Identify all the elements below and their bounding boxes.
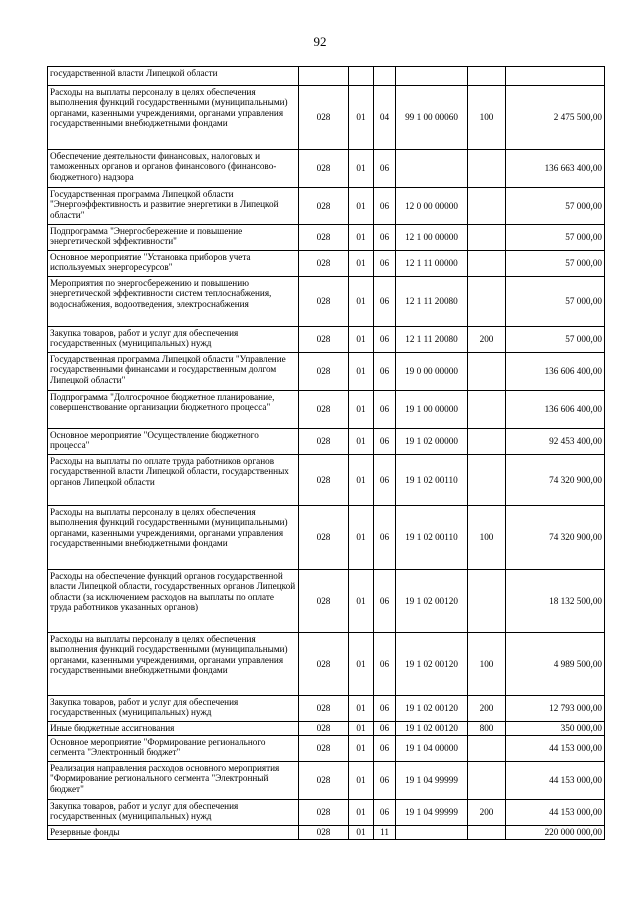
row-subsection-code: 04	[374, 86, 396, 150]
row-target-code: 99 1 00 00060	[396, 86, 468, 150]
row-subsection-code: 06	[374, 506, 396, 570]
row-ministry-code: 028	[299, 800, 349, 826]
row-target-code: 12 1 00 00000	[396, 225, 468, 251]
row-subsection-code: 06	[374, 353, 396, 391]
row-section-code: 01	[349, 762, 374, 800]
row-section-code: 01	[349, 722, 374, 736]
row-name: Расходы на выплаты персоналу в целях обеспечения выполнения функций государственными (муниципальными) органами, казенными учреждениями, органами управления государственными внебюджетными фондами	[48, 633, 299, 696]
row-expense-type	[468, 570, 506, 633]
row-ministry-code: 028	[299, 225, 349, 251]
row-target-code: 19 1 00 00000	[396, 391, 468, 429]
table-row	[48, 455, 605, 506]
row-name: Закупка товаров, работ и услуг для обеспечения государственных (муниципальных) нужд	[48, 800, 299, 826]
row-subsection-code: 06	[374, 570, 396, 633]
table-row	[48, 800, 605, 826]
row-amount: 57 000,00	[506, 251, 605, 277]
table-row	[48, 277, 605, 327]
row-section-code: 01	[349, 391, 374, 429]
row-subsection-code: 06	[374, 188, 396, 225]
row-expense-type	[468, 225, 506, 251]
table-row	[48, 353, 605, 391]
row-ministry-code: 028	[299, 429, 349, 455]
table-row	[48, 327, 605, 353]
row-section-code	[349, 67, 374, 86]
row-name: Закупка товаров, работ и услуг для обеспечения государственных (муниципальных) нужд	[48, 327, 299, 353]
row-amount: 136 606 400,00	[506, 353, 605, 391]
row-section-code: 01	[349, 277, 374, 327]
row-ministry-code: 028	[299, 391, 349, 429]
table-row	[48, 251, 605, 277]
row-subsection-code: 06	[374, 722, 396, 736]
row-ministry-code: 028	[299, 826, 349, 840]
row-target-code: 19 0 00 00000	[396, 353, 468, 391]
row-ministry-code: 028	[299, 327, 349, 353]
row-ministry-code: 028	[299, 353, 349, 391]
row-expense-type	[468, 251, 506, 277]
table-row	[48, 826, 605, 840]
row-section-code: 01	[349, 455, 374, 506]
row-name: государственной власти Липецкой области	[48, 67, 299, 86]
table-row	[48, 67, 605, 86]
table-row	[48, 86, 605, 150]
row-target-code: 19 1 02 00120	[396, 570, 468, 633]
row-amount: 136 606 400,00	[506, 391, 605, 429]
row-name: Подпрограмма "Долгосрочное бюджетное планирование, совершенствование организации бюджетного процесса"	[48, 391, 299, 429]
row-name: Основное мероприятие "Формирование регионального сегмента "Электронный бюджет"	[48, 736, 299, 762]
row-name: Государственная программа Липецкой области "Энергоэффективность и развитие энергетики в Липецкой области"	[48, 188, 299, 225]
row-target-code: 12 1 11 20080	[396, 327, 468, 353]
row-amount: 350 000,00	[506, 722, 605, 736]
row-section-code: 01	[349, 353, 374, 391]
row-name: Резервные фонды	[48, 826, 299, 840]
row-expense-type	[468, 353, 506, 391]
row-name: Расходы на выплаты персоналу в целях обеспечения выполнения функций государственными (муниципальными) органами, казенными учреждениями, органами управления государственными внебюджетными фондами	[48, 86, 299, 150]
table-row	[48, 722, 605, 736]
row-section-code: 01	[349, 251, 374, 277]
row-expense-type	[468, 150, 506, 188]
row-amount: 44 153 000,00	[506, 762, 605, 800]
row-target-code: 12 1 11 00000	[396, 251, 468, 277]
row-amount: 136 663 400,00	[506, 150, 605, 188]
row-subsection-code: 06	[374, 736, 396, 762]
row-expense-type	[468, 429, 506, 455]
row-amount: 92 453 400,00	[506, 429, 605, 455]
row-section-code: 01	[349, 150, 374, 188]
row-target-code: 19 1 02 00120	[396, 722, 468, 736]
row-subsection-code	[374, 67, 396, 86]
table-row	[48, 506, 605, 570]
row-amount: 4 989 500,00	[506, 633, 605, 696]
row-amount: 74 320 900,00	[506, 506, 605, 570]
row-name: Расходы на выплаты персоналу в целях обеспечения выполнения функций государственными (муниципальными) органами, казенными учреждениями, органами управления государственными внебюджетными фондами	[48, 506, 299, 570]
table-row	[48, 150, 605, 188]
row-subsection-code: 11	[374, 826, 396, 840]
table-row	[48, 188, 605, 225]
row-amount: 44 153 000,00	[506, 800, 605, 826]
row-amount: 74 320 900,00	[506, 455, 605, 506]
table-row	[48, 391, 605, 429]
row-subsection-code: 06	[374, 762, 396, 800]
row-section-code: 01	[349, 188, 374, 225]
row-amount: 12 793 000,00	[506, 696, 605, 722]
row-ministry-code: 028	[299, 633, 349, 696]
row-target-code: 19 1 04 99999	[396, 800, 468, 826]
row-amount: 57 000,00	[506, 188, 605, 225]
row-expense-type: 100	[468, 633, 506, 696]
row-subsection-code: 06	[374, 696, 396, 722]
row-section-code: 01	[349, 696, 374, 722]
row-name: Расходы на обеспечение функций органов государственной власти Липецкой области, государственных органов Липецкой области (за исключением расходов на выплаты по оплате труда работников указанных органов)	[48, 570, 299, 633]
row-ministry-code: 028	[299, 277, 349, 327]
row-expense-type	[468, 277, 506, 327]
row-name: Обеспечение деятельности финансовых, налоговых и таможенных органов и органов финансового (финансово-бюджетного) надзора	[48, 150, 299, 188]
row-section-code: 01	[349, 429, 374, 455]
table-row	[48, 570, 605, 633]
row-subsection-code: 06	[374, 455, 396, 506]
row-ministry-code: 028	[299, 762, 349, 800]
row-ministry-code: 028	[299, 736, 349, 762]
row-expense-type: 200	[468, 800, 506, 826]
row-target-code	[396, 826, 468, 840]
row-section-code: 01	[349, 570, 374, 633]
row-section-code: 01	[349, 327, 374, 353]
row-subsection-code: 06	[374, 327, 396, 353]
row-name: Реализация направления расходов основного мероприятия "Формирование регионального сегмента "Электронный бюджет"	[48, 762, 299, 800]
row-ministry-code: 028	[299, 251, 349, 277]
row-name: Основное мероприятие "Установка приборов учета используемых энергоресурсов"	[48, 251, 299, 277]
row-subsection-code: 06	[374, 150, 396, 188]
row-section-code: 01	[349, 225, 374, 251]
row-target-code: 19 1 02 00110	[396, 506, 468, 570]
row-ministry-code: 028	[299, 455, 349, 506]
row-expense-type	[468, 188, 506, 225]
row-ministry-code	[299, 67, 349, 86]
row-name: Иные бюджетные ассигнования	[48, 722, 299, 736]
row-section-code: 01	[349, 506, 374, 570]
row-section-code: 01	[349, 800, 374, 826]
row-expense-type: 200	[468, 696, 506, 722]
row-expense-type	[468, 67, 506, 86]
row-ministry-code: 028	[299, 506, 349, 570]
row-expense-type	[468, 826, 506, 840]
row-expense-type	[468, 391, 506, 429]
row-expense-type: 800	[468, 722, 506, 736]
row-amount: 220 000 000,00	[506, 826, 605, 840]
row-section-code: 01	[349, 826, 374, 840]
row-expense-type	[468, 762, 506, 800]
row-ministry-code: 028	[299, 696, 349, 722]
row-subsection-code: 06	[374, 277, 396, 327]
table-row	[48, 225, 605, 251]
table-row	[48, 429, 605, 455]
row-subsection-code: 06	[374, 800, 396, 826]
row-name: Расходы на выплаты по оплате труда работников органов государственной власти Липецкой области, государственных органов Липецкой области	[48, 455, 299, 506]
row-ministry-code: 028	[299, 722, 349, 736]
row-amount: 57 000,00	[506, 277, 605, 327]
row-subsection-code: 06	[374, 251, 396, 277]
row-subsection-code: 06	[374, 429, 396, 455]
budget-table	[47, 66, 605, 840]
row-name: Подпрограмма "Энергосбережение и повышение энергетической эффективности"	[48, 225, 299, 251]
row-amount: 18 132 500,00	[506, 570, 605, 633]
row-target-code: 19 1 02 00000	[396, 429, 468, 455]
table-row	[48, 633, 605, 696]
table-row	[48, 736, 605, 762]
page-number: 92	[313, 34, 327, 49]
row-expense-type: 200	[468, 327, 506, 353]
row-ministry-code: 028	[299, 188, 349, 225]
row-name: Мероприятия по энергосбережению и повышению энергетической эффективности систем теплоснабжения, водоснабжения, водоотведения, электроснабжения	[48, 277, 299, 327]
table-row	[48, 696, 605, 722]
row-amount	[506, 67, 605, 86]
row-target-code: 19 1 04 00000	[396, 736, 468, 762]
row-target-code: 19 1 02 00120	[396, 633, 468, 696]
row-target-code: 12 1 11 20080	[396, 277, 468, 327]
row-subsection-code: 06	[374, 391, 396, 429]
row-section-code: 01	[349, 736, 374, 762]
row-amount: 57 000,00	[506, 327, 605, 353]
row-name: Основное мероприятие "Осуществление бюджетного процесса"	[48, 429, 299, 455]
table-row	[48, 762, 605, 800]
row-subsection-code: 06	[374, 225, 396, 251]
row-expense-type: 100	[468, 86, 506, 150]
row-expense-type	[468, 455, 506, 506]
row-expense-type	[468, 736, 506, 762]
row-target-code: 12 0 00 00000	[396, 188, 468, 225]
row-target-code: 19 1 04 99999	[396, 762, 468, 800]
row-target-code	[396, 150, 468, 188]
row-section-code: 01	[349, 633, 374, 696]
row-amount: 2 475 500,00	[506, 86, 605, 150]
row-subsection-code: 06	[374, 633, 396, 696]
row-amount: 57 000,00	[506, 225, 605, 251]
row-target-code	[396, 67, 468, 86]
row-name: Закупка товаров, работ и услуг для обеспечения государственных (муниципальных) нужд	[48, 696, 299, 722]
row-name: Государственная программа Липецкой области "Управление государственными финансами и государственным долгом Липецкой области"	[48, 353, 299, 391]
row-amount: 44 153 000,00	[506, 736, 605, 762]
row-ministry-code: 028	[299, 86, 349, 150]
row-ministry-code: 028	[299, 150, 349, 188]
row-section-code: 01	[349, 86, 374, 150]
row-target-code: 19 1 02 00120	[396, 696, 468, 722]
row-ministry-code: 028	[299, 570, 349, 633]
row-target-code: 19 1 02 00110	[396, 455, 468, 506]
row-expense-type: 100	[468, 506, 506, 570]
